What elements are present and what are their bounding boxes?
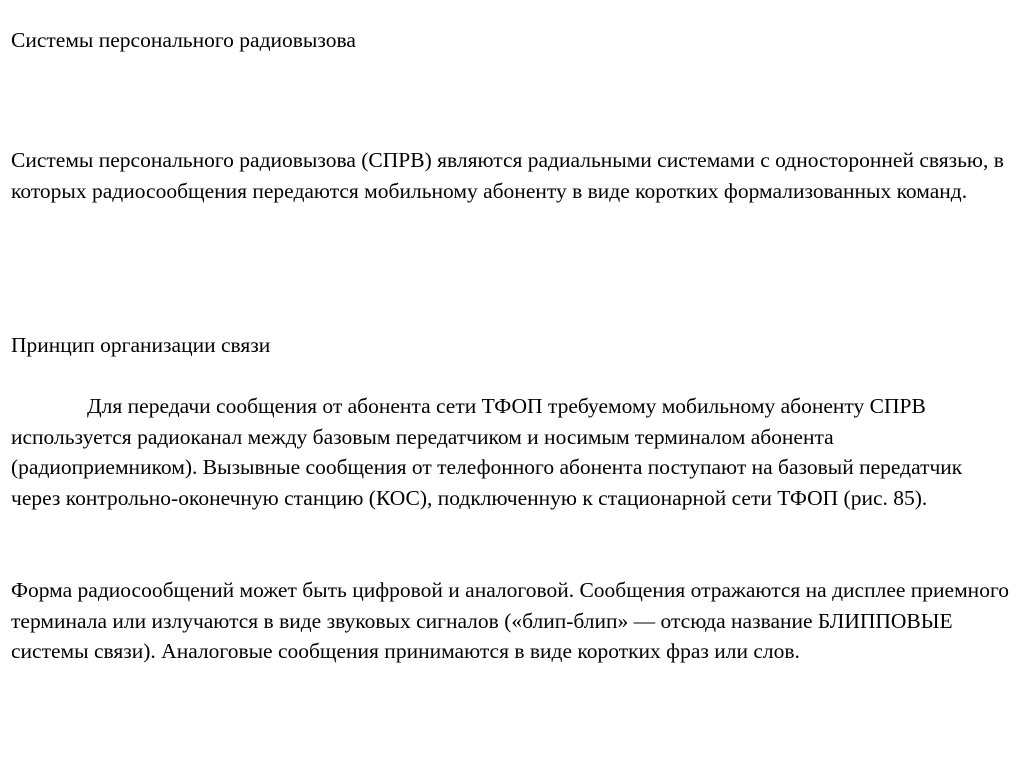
section-heading: Принцип организации связи (11, 333, 271, 357)
message-form-paragraph: Форма радиосообщений может быть цифровой и аналоговой. Сообщения отражаются на дисплее приемного терминала или излучаются в виде звуковых сигналов («блип-блип» — отсюда название БЛИППОВЫЕ системы связи). Аналоговые сообщения принимаются в виде коротких фраз или слов. (11, 578, 1009, 663)
principle-paragraph: Для передачи сообщения от абонента сети ТФОП требуемому мобильному абоненту СПРВ используется радиоканал между базовым передатчиком и носимым терминалом абонента (радиоприемником). Вызывные сообщения от телефонного абонента поступают на базовый передатчик через контрольно-оконечную станцию (КОС), подключенную к стационарной сети ТФОП (рис. 85). (11, 394, 963, 510)
document-title: Системы персонального радиовызова (11, 28, 356, 52)
intro-paragraph: Системы персонального радиовызова (СПРВ) являются радиальными системами с односторонней связью, в которых радиосообщения передаются мобильному абоненту в виде коротких формализованных команд. (11, 148, 1004, 203)
